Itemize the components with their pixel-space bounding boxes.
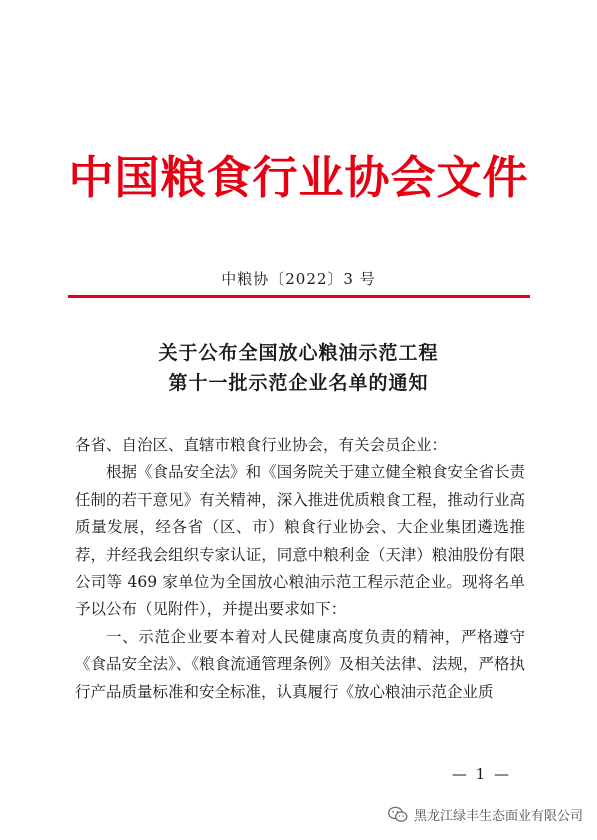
title-line-2: 第十一批示范企业名单的通知 <box>168 372 429 394</box>
document-title <box>0 338 597 398</box>
paragraph-2: 一、示范企业要本着对人民健康高度负责的精神，严格遵守《食品安全法》、《粮食流通管理条例》及相关法律、法规，严格执行产品质量标准和安全标准，认真履行《放心粮油示范企业质 <box>75 627 525 701</box>
document-body <box>75 432 525 706</box>
document-number: 中粮协〔2022〕3 号 <box>221 270 376 288</box>
document-header: 中国粮食行业协会文件 <box>68 151 529 204</box>
page-number: — 1 — <box>451 765 511 783</box>
paragraph-1: 根据《食品安全法》和《国务院关于建立健全粮食安全省长责任制的若干意见》有关精神，深入推进优质粮食工程，推动行业高质量发展，经各省（区、市）粮食行业协会、大企业集团遴选推荐，并经我会组织专家认证，同意中粮利金（天津）粮油股份有限公司等 469 家单位为全国放心粮油示范工程示范企业。现将名单予以公布（见附件），并提出要求如下： <box>75 463 525 619</box>
title-line-1: 关于公布全国放心粮油示范工程 <box>158 342 439 364</box>
watermark <box>388 804 583 824</box>
watermark-text: 黑龙江绿丰生态面业有限公司 <box>413 808 583 824</box>
salutation: 各省、自治区、直辖市粮食行业协会，有关会员企业： <box>75 436 448 454</box>
red-separator-line <box>68 295 530 298</box>
wechat-icon <box>388 806 408 823</box>
